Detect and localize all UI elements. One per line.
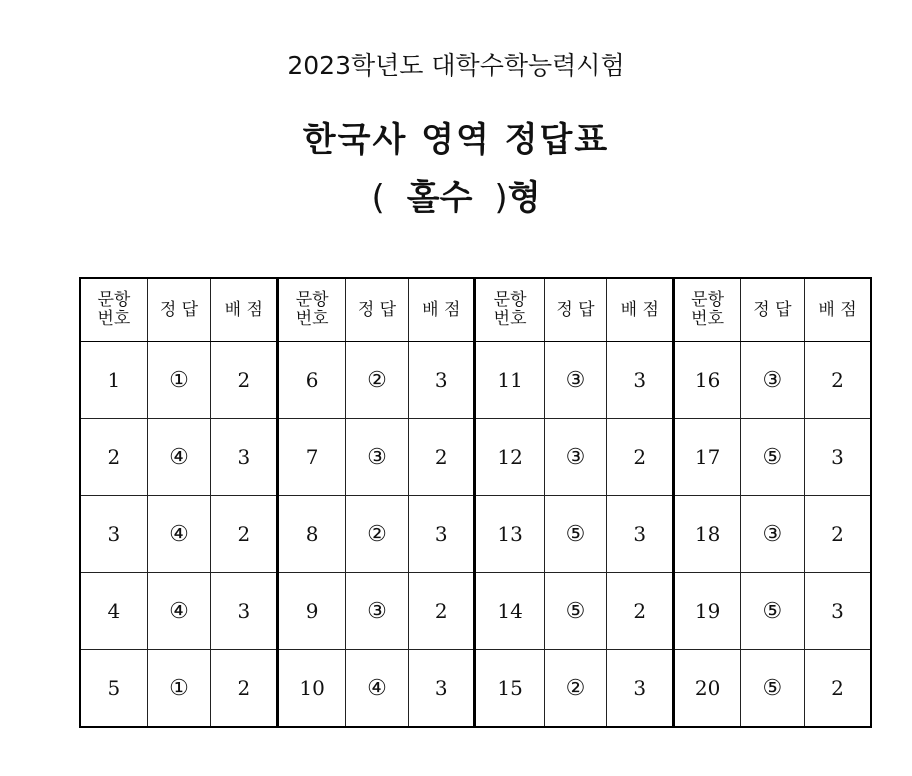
question-number: 14 (475, 573, 544, 650)
question-number: 15 (475, 650, 544, 728)
answer-cell: ① (147, 650, 210, 728)
col-header-points: 배 점 (805, 278, 871, 342)
answer-cell: ④ (147, 419, 210, 496)
points-cell: 3 (607, 342, 674, 419)
col-header-number-line2: 번호 (493, 309, 527, 329)
col-header-answer: 정 답 (345, 278, 408, 342)
points-cell: 2 (211, 650, 278, 728)
points-cell: 2 (607, 573, 674, 650)
table-row (80, 650, 871, 728)
col-header-answer: 정 답 (147, 278, 210, 342)
question-number: 16 (674, 342, 740, 419)
points-cell: 3 (409, 650, 475, 728)
points-cell: 2 (805, 342, 871, 419)
col-header-number-line1: 문항 (295, 290, 329, 310)
answer-cell: ④ (147, 496, 210, 573)
answer-cell: ③ (345, 573, 408, 650)
col-header-answer: 정 답 (740, 278, 804, 342)
question-number: 3 (80, 496, 147, 573)
col-header-number-line1: 문항 (493, 290, 527, 310)
exam-title: 2023학년도 대학수학능력시험 (287, 51, 625, 80)
points-cell: 3 (607, 650, 674, 728)
points-cell: 3 (211, 573, 278, 650)
points-cell: 2 (805, 650, 871, 728)
answer-cell: ④ (345, 650, 408, 728)
document-title: 한국사 영역 정답표 (302, 120, 610, 160)
form-paren-open: ( (371, 178, 385, 218)
table-row (80, 573, 871, 650)
question-number: 20 (674, 650, 740, 728)
col-header-number-line2: 번호 (691, 309, 725, 329)
col-header-number-line2: 번호 (97, 309, 131, 329)
col-header-number-line1: 문항 (691, 290, 725, 310)
answer-cell: ⑤ (740, 650, 804, 728)
points-cell: 3 (211, 419, 278, 496)
col-header-number (278, 278, 345, 342)
points-cell: 2 (211, 342, 278, 419)
points-cell: 2 (409, 419, 475, 496)
form-type-value: 홀수 (406, 178, 473, 218)
answer-cell: ③ (345, 419, 408, 496)
points-cell: 3 (409, 342, 475, 419)
answer-cell: ⑤ (740, 419, 804, 496)
col-header-number (475, 278, 544, 342)
question-number: 2 (80, 419, 147, 496)
points-cell: 2 (409, 573, 475, 650)
question-number: 6 (278, 342, 345, 419)
answer-cell: ⑤ (740, 573, 804, 650)
table-row (80, 496, 871, 573)
answer-cell: ③ (740, 496, 804, 573)
col-header-number-line2: 번호 (295, 309, 329, 329)
answer-cell: ⑤ (544, 496, 606, 573)
answer-cell: ④ (147, 573, 210, 650)
table-row (80, 419, 871, 496)
table-row (80, 342, 871, 419)
question-number: 18 (674, 496, 740, 573)
col-header-points: 배 점 (409, 278, 475, 342)
col-header-number (80, 278, 147, 342)
form-suffix: 형 (507, 178, 541, 218)
form-paren-close: ) (494, 178, 508, 218)
answer-cell: ⑤ (544, 573, 606, 650)
points-cell: 3 (805, 419, 871, 496)
answer-cell: ② (544, 650, 606, 728)
question-number: 19 (674, 573, 740, 650)
points-cell: 3 (409, 496, 475, 573)
question-number: 10 (278, 650, 345, 728)
header-row (80, 278, 871, 342)
answer-cell: ③ (544, 342, 606, 419)
points-cell: 3 (607, 496, 674, 573)
answer-cell: ③ (544, 419, 606, 496)
question-number: 7 (278, 419, 345, 496)
form-type-line (0, 170, 912, 219)
points-cell: 3 (805, 573, 871, 650)
col-header-answer: 정 답 (544, 278, 606, 342)
question-number: 17 (674, 419, 740, 496)
question-number: 8 (278, 496, 345, 573)
answer-cell: ③ (740, 342, 804, 419)
answer-cell: ① (147, 342, 210, 419)
question-number: 9 (278, 573, 345, 650)
question-number: 12 (475, 419, 544, 496)
question-number: 11 (475, 342, 544, 419)
question-number: 1 (80, 342, 147, 419)
question-number: 4 (80, 573, 147, 650)
answer-cell: ② (345, 496, 408, 573)
col-header-number (674, 278, 740, 342)
answer-cell: ② (345, 342, 408, 419)
points-cell: 2 (607, 419, 674, 496)
col-header-points: 배 점 (607, 278, 674, 342)
question-number: 5 (80, 650, 147, 728)
col-header-points: 배 점 (211, 278, 278, 342)
points-cell: 2 (805, 496, 871, 573)
answer-key-table (79, 277, 872, 728)
question-number: 13 (475, 496, 544, 573)
points-cell: 2 (211, 496, 278, 573)
col-header-number-line1: 문항 (97, 290, 131, 310)
